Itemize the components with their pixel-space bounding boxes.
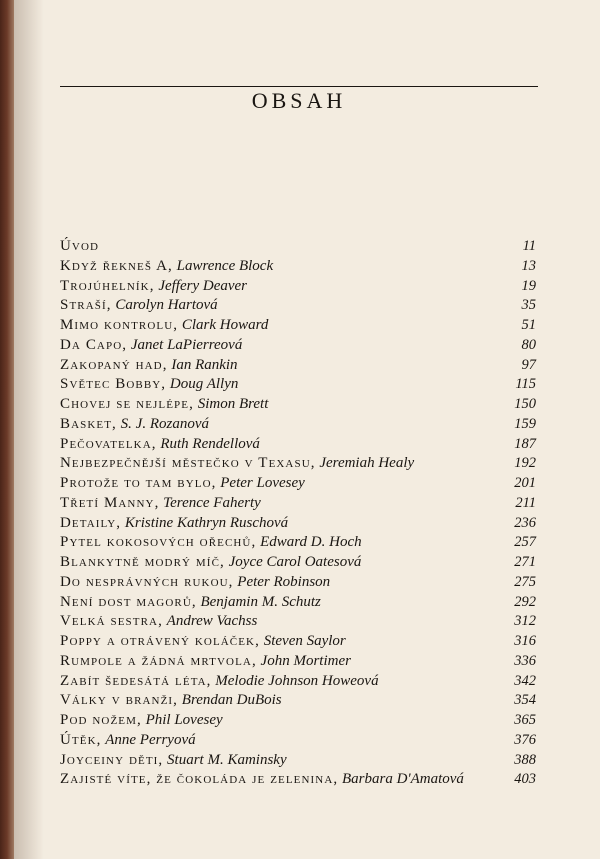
book-spine-shadow — [0, 0, 14, 859]
toc-entry-page: 115 — [515, 376, 536, 393]
toc-entry-author: Anne Perryová — [105, 731, 196, 748]
toc-entry-title: Není dost magorů, — [60, 593, 197, 610]
toc-entry-title: Mimo kontrolu, — [60, 317, 179, 333]
toc-entry — [60, 593, 536, 613]
toc-entry-title: Když řekneš A, — [60, 257, 173, 274]
toc-entry — [60, 770, 536, 790]
toc-entry-author: Stuart M. Kaminsky — [167, 751, 287, 768]
toc-entry — [60, 435, 536, 455]
toc-entry-page: 354 — [514, 692, 536, 709]
toc-entry — [60, 514, 536, 534]
toc-entry — [60, 257, 536, 277]
table-of-contents — [60, 237, 536, 790]
toc-entry-author: Jeremiah Healy — [319, 455, 415, 472]
toc-entry-page: 187 — [514, 435, 536, 452]
toc-entry-title: Pod nožem, — [60, 712, 142, 728]
toc-entry-author: Janet LaPierreová — [130, 336, 243, 353]
toc-entry-author: Lawrence Block — [176, 257, 274, 274]
toc-entry-page: 376 — [514, 731, 536, 748]
toc-entry-page: 316 — [514, 633, 536, 649]
toc-entry-author: Edward D. Hoch — [260, 534, 362, 551]
toc-entry-author: Kristine Kathryn Ruschová — [124, 514, 289, 531]
toc-entry — [60, 612, 536, 632]
toc-entry-author: Melodie Johnson Howeová — [215, 672, 379, 689]
toc-entry — [60, 296, 536, 316]
toc-entry-title: Pytel kokosových ořechů, — [60, 534, 257, 551]
toc-entry-title: Světec Bobby, — [60, 376, 167, 393]
heading-rule — [60, 86, 538, 87]
toc-entry-title: Poppy a otrávený koláček, — [60, 633, 260, 649]
toc-entry-page: 13 — [521, 257, 536, 274]
toc-entry-author: Peter Lovesey — [220, 475, 305, 491]
toc-entry-page: 292 — [514, 593, 536, 610]
toc-entry-page: 11 — [522, 238, 536, 254]
toc-entry — [60, 553, 536, 573]
toc-entry — [60, 632, 536, 652]
toc-entry-author: Ian Rankin — [171, 356, 238, 373]
toc-entry-title: Pečovatelka, — [60, 435, 157, 452]
toc-entry-page: 312 — [514, 613, 536, 630]
toc-entry — [60, 336, 536, 356]
toc-entry-author: Brendan DuBois — [181, 692, 282, 709]
toc-entry — [60, 454, 536, 474]
toc-entry — [60, 474, 536, 494]
toc-entry-author: Benjamin M. Schutz — [200, 593, 321, 610]
toc-entry-title: Chovej se nejlépe, — [60, 396, 194, 412]
toc-entry-title: Úvod — [60, 238, 100, 254]
toc-entry-page: 51 — [521, 317, 536, 333]
toc-entry-author: Terence Faherty — [163, 494, 261, 511]
toc-entry-page: 35 — [521, 297, 536, 314]
toc-entry-title: Detaily, — [60, 514, 122, 531]
toc-entry-author: Joyce Carol Oatesová — [228, 554, 362, 570]
toc-entry-page: 97 — [521, 356, 536, 373]
toc-entry-page: 159 — [514, 415, 536, 432]
toc-entry-title: Zabít šedesátá léta, — [60, 672, 212, 689]
toc-entry-author: Ruth Rendellová — [160, 435, 260, 452]
toc-entry-title: Zakopaný had, — [60, 356, 168, 373]
toc-entry-title: Velká sestra, — [60, 613, 163, 630]
toc-entry-title: Rumpole a žádná mrtvola, — [60, 652, 257, 669]
toc-entry-title: Zajisté víte, že čokoláda je zelenina, — [60, 771, 339, 788]
toc-entry-page: 275 — [514, 573, 536, 590]
toc-entry — [60, 573, 536, 593]
toc-entry-author: Barbara D'Amatová — [341, 771, 464, 788]
toc-entry — [60, 375, 536, 395]
toc-entry-title: Války v branži, — [60, 692, 179, 709]
toc-entry — [60, 751, 536, 771]
toc-entry — [60, 395, 536, 415]
toc-entry-page: 150 — [514, 396, 536, 412]
toc-entry-title: Do nesprávných rukou, — [60, 573, 234, 590]
toc-entry-page: 257 — [514, 534, 536, 551]
toc-entry-author: Peter Robinson — [237, 573, 331, 590]
toc-entry-page: 271 — [514, 554, 536, 570]
toc-entry — [60, 356, 536, 376]
toc-entry-author: Phil Lovesey — [145, 712, 223, 728]
toc-entry-title: Blankytně modrý míč, — [60, 554, 225, 570]
toc-entry-title: Basket, — [60, 415, 117, 432]
toc-entry — [60, 652, 536, 672]
toc-entry — [60, 711, 536, 731]
toc-entry — [60, 672, 536, 692]
toc-entry-page: 388 — [514, 751, 536, 768]
toc-entry-page: 403 — [514, 771, 536, 788]
toc-entry-title: Protože to tam bylo, — [60, 475, 217, 491]
toc-entry-page: 365 — [514, 712, 536, 728]
toc-entry-page: 201 — [514, 475, 536, 491]
toc-entry-title: Útěk, — [60, 731, 102, 748]
toc-entry — [60, 494, 536, 514]
toc-entry-author: Jeffery Deaver — [158, 277, 248, 294]
toc-entry — [60, 731, 536, 751]
toc-entry-page: 342 — [514, 672, 536, 689]
toc-entry-page: 336 — [514, 652, 536, 669]
toc-entry — [60, 277, 536, 297]
toc-entry-title: Nejbezpečnější městečko v Texasu, — [60, 455, 316, 472]
toc-entry-author: Doug Allyn — [169, 376, 239, 393]
toc-entry-author: Steven Saylor — [263, 633, 346, 649]
toc-entry-page: 80 — [521, 336, 536, 353]
toc-entry-author: S. J. Rozanová — [120, 415, 209, 432]
toc-entry — [60, 533, 536, 553]
toc-entry-page: 211 — [515, 494, 536, 511]
gutter-shadow — [14, 0, 44, 859]
toc-entry-title: Da Capo, — [60, 336, 128, 353]
toc-entry — [60, 237, 536, 257]
toc-entry-title: Trojúhelník, — [60, 277, 155, 294]
toc-entry-author: Carolyn Hartová — [115, 297, 218, 314]
page-title: OBSAH — [251, 88, 347, 113]
toc-entry — [60, 691, 536, 711]
toc-entry-author: John Mortimer — [260, 652, 351, 669]
toc-entry-page: 236 — [514, 514, 536, 531]
toc-entry-page: 192 — [514, 455, 536, 472]
toc-entry-title: Joyceiny děti, — [60, 751, 164, 768]
toc-entry — [60, 415, 536, 435]
toc-entry — [60, 316, 536, 336]
toc-entry-page: 19 — [521, 277, 536, 294]
toc-entry-title: Třetí Manny, — [60, 494, 160, 511]
toc-entry-author: Andrew Vachss — [166, 613, 258, 630]
toc-entry-author: Simon Brett — [197, 396, 269, 412]
toc-entry-title: Straší, — [60, 297, 112, 314]
toc-entry-author: Clark Howard — [181, 317, 269, 333]
